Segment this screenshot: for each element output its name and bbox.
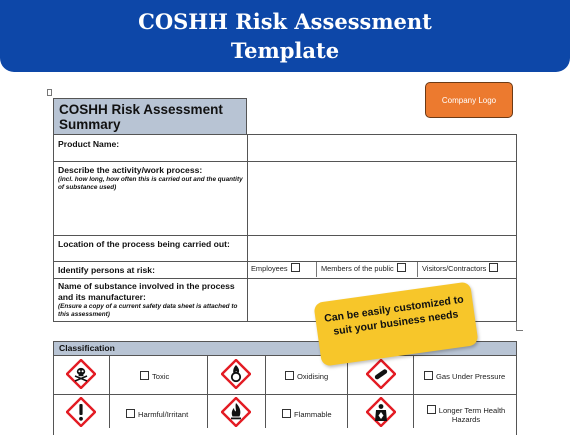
substance-hint: (Ensure a copy of a current safety data sheet is attached to this assessment): [58, 303, 238, 318]
grid-line: [413, 356, 414, 428]
summary-title: COSHH Risk Assessment Summary: [53, 98, 247, 135]
anchor-mark-icon: [47, 89, 52, 96]
classification-harmful-irritant[interactable]: [126, 409, 198, 419]
toxic-label: Toxic: [152, 372, 170, 381]
location-label: Location of the process being carried out:: [58, 239, 230, 249]
classification-header: Classification: [53, 341, 517, 356]
gas-under-pressure-label: Gas Under Pressure: [436, 372, 506, 381]
classification-gas-under-pressure[interactable]: [424, 371, 510, 381]
option-divider: [417, 262, 418, 277]
grid-line: [207, 356, 208, 428]
checkbox-oxidising[interactable]: [285, 371, 294, 380]
option-employees-label: Employees: [251, 264, 288, 273]
checkbox-toxic[interactable]: [140, 371, 149, 380]
title-banner: [0, 0, 570, 72]
activity-hint: (incl. how long, how often this is carried out and the quantity of substance used): [58, 176, 243, 191]
health-hazard-icon: [366, 397, 396, 427]
banner-title-line2: Template: [230, 38, 340, 63]
substance-label: Name of substance involved in the process and its manufacturer:: [58, 281, 235, 302]
exclamation-mark-icon: [66, 397, 96, 427]
checkbox-flammable[interactable]: [282, 409, 291, 418]
longer-term-health-hazards-label: Longer Term Health Hazards: [438, 406, 506, 424]
banner-title-line1: COSHH Risk Assessment: [138, 9, 432, 34]
oxidising-label: Oxidising: [297, 372, 329, 381]
product-name-field[interactable]: [247, 134, 517, 162]
flammable-label: Flammable: [294, 410, 332, 419]
checkbox-gas-under-pressure[interactable]: [424, 371, 433, 380]
option-divider: [316, 262, 317, 277]
option-members-public-label: Members of the public: [321, 264, 394, 273]
grid-line: [265, 356, 266, 428]
option-members-public[interactable]: [321, 263, 406, 275]
classification-oxidising[interactable]: [285, 371, 335, 381]
activity-label: Describe the activity/work process:: [58, 165, 203, 175]
grid-line: [347, 356, 348, 428]
flame-over-circle-icon: [221, 359, 251, 389]
classification-flammable[interactable]: [282, 409, 338, 419]
checkbox-longer-term-health-hazards[interactable]: [427, 405, 436, 414]
location-field[interactable]: [247, 235, 517, 262]
option-employees[interactable]: [251, 263, 300, 275]
option-visitors-contractors-label: Visitors/Contractors: [422, 264, 487, 273]
checkbox-members-public[interactable]: [397, 263, 406, 272]
classification-toxic[interactable]: [140, 371, 180, 381]
option-visitors-contractors[interactable]: [422, 263, 498, 275]
gas-cylinder-icon: [366, 359, 396, 389]
flame-icon: [221, 397, 251, 427]
company-logo-button[interactable]: Company Logo: [425, 82, 513, 118]
checkbox-employees[interactable]: [291, 263, 300, 272]
grid-line: [109, 356, 110, 428]
persons-label: Identify persons at risk:: [58, 265, 155, 275]
checkbox-visitors-contractors[interactable]: [489, 263, 498, 272]
customization-callout: Can be easily customized to suit your business needs: [313, 281, 478, 366]
grid-line: [53, 394, 517, 395]
checkbox-harmful-irritant[interactable]: [126, 409, 135, 418]
activity-field[interactable]: [247, 161, 517, 236]
table-corner-mark-icon: [516, 322, 523, 331]
harmful-irritant-label: Harmful/Irritant: [138, 410, 189, 419]
classification-longer-term-health-hazards[interactable]: [420, 405, 512, 424]
product-name-label: Product Name:: [58, 139, 120, 149]
skull-crossbones-icon: [66, 359, 96, 389]
